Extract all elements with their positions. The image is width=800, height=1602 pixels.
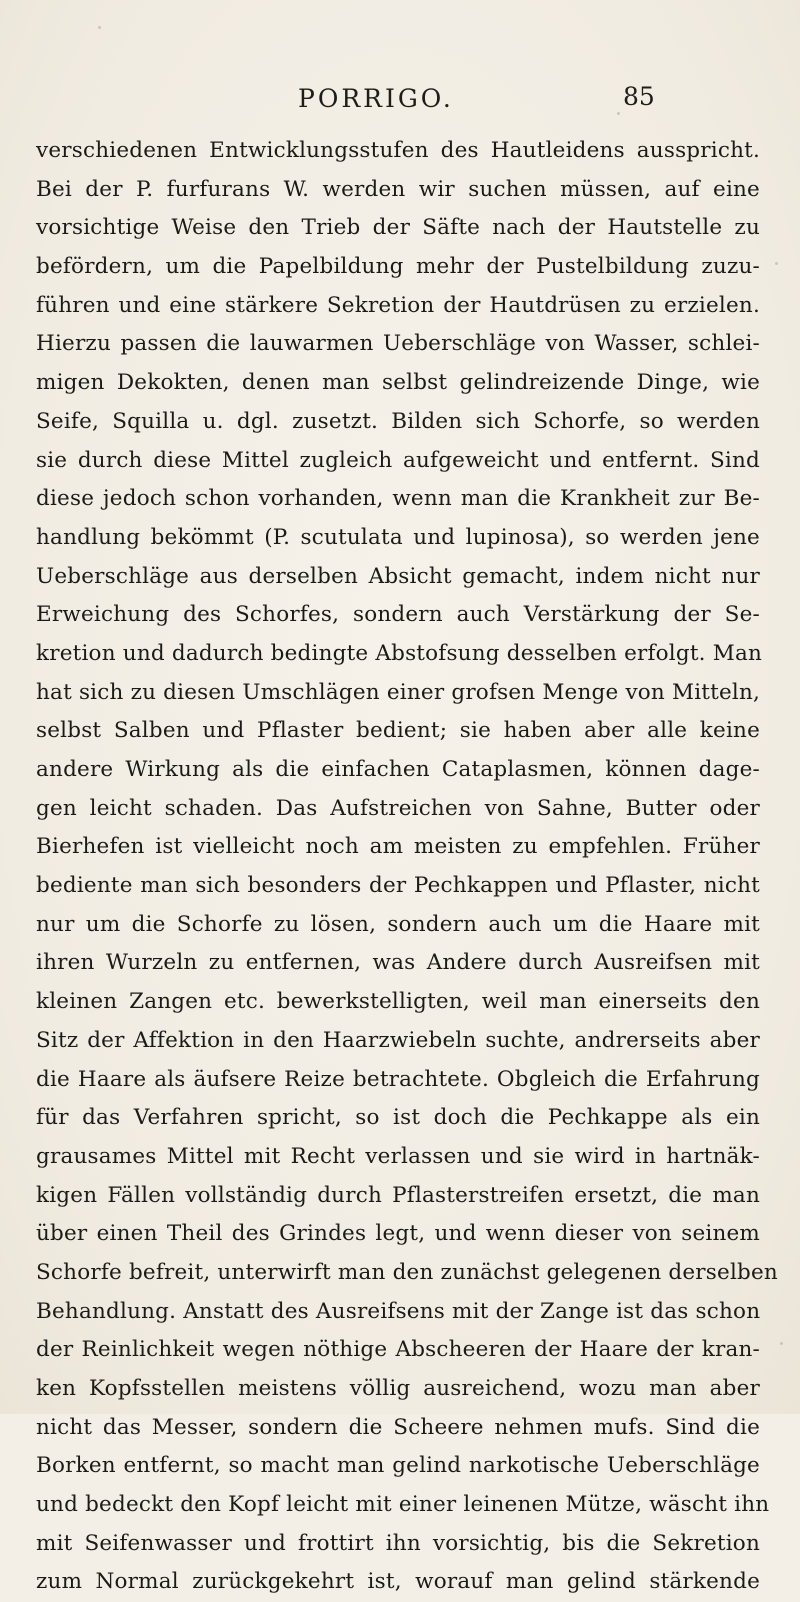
text-line: grausames Mittel mit Recht verlassen und sie wird in hartnäk- — [36, 1143, 760, 1169]
text-line: Ueberschläge aus derselben Absicht gemacht, indem nicht nur — [36, 563, 760, 589]
text-line: selbst Salben und Pflaster bedient; sie haben aber alle keine — [36, 718, 760, 744]
text-line: diese jedoch schon vorhanden, wenn man die Krankheit zur Be- — [36, 486, 760, 512]
text-line: zum Normal zurückgekehrt ist, worauf man gelind stärkende — [36, 1569, 760, 1595]
text-line: andere Wirkung als die einfachen Cataplasmen, können dage- — [36, 757, 760, 782]
text-line: ihren Wurzeln zu entfernen, was Andere durch Ausreifsen mit — [36, 950, 760, 976]
text-line: Hierzu passen die lauwarmen Ueberschläge von Wasser, schlei- — [36, 331, 760, 357]
text-line: Sitz der Affektion in den Haarzwiebeln suchte, andrerseits aber — [36, 1027, 760, 1053]
paper-speck — [780, 1342, 783, 1345]
running-head-title: PORRIGO. — [298, 84, 454, 113]
text-line: nur um die Schorfe zu lösen, sondern auch um die Haare mit — [36, 911, 760, 937]
text-line: über einen Theil des Grindes legt, und wenn dieser von seinem — [36, 1221, 760, 1247]
text-line: die Haare als äufsere Reize betrachtete. Obgleich die Erfahrung — [36, 1066, 760, 1092]
page-number: 85 — [623, 82, 655, 111]
text-line: der Reinlichkeit wegen nöthige Abscheeren der Haare der kran- — [36, 1337, 760, 1363]
text-line: Borken entfernt, so macht man gelind narkotische Ueberschläge — [36, 1453, 760, 1479]
text-line: gen leicht schaden. Das Aufstreichen von Sahne, Butter oder — [36, 795, 760, 821]
paper-speck — [98, 26, 101, 29]
paper-speck — [775, 262, 778, 265]
text-line: migen Dekokten, denen man selbst gelindreizende Dinge, wie — [36, 370, 760, 396]
text-line: verschiedenen Entwicklungsstufen des Hautleidens ausspricht. — [36, 138, 760, 163]
paper-speck — [617, 112, 620, 115]
text-line: kleinen Zangen etc. bewerkstelligten, weil man einerseits den — [36, 989, 760, 1015]
body-text — [36, 132, 778, 1602]
text-line: kretion und dadurch bedingte Abstofsung desselben erfolgt. Man — [36, 640, 763, 666]
text-line: hat sich zu diesen Umschlägen einer grofsen Menge von Mitteln, — [36, 679, 761, 705]
text-line: befördern, um die Papelbildung mehr der Pustelbildung zuzu- — [36, 254, 760, 280]
text-line: nicht das Messer, sondern die Scheere nehmen mufs. Sind die — [36, 1414, 760, 1440]
text-line: führen und eine stärkere Sekretion der Hautdrüsen zu erzielen. — [36, 292, 760, 318]
text-line: mit Seifenwasser und frottirt ihn vorsichtig, bis die Sekretion — [36, 1530, 760, 1556]
text-line: ken Kopfsstellen meistens völlig ausreichend, wozu man aber — [36, 1376, 760, 1401]
running-head — [0, 84, 800, 124]
text-line: handlung bekömmt (P. scutulata und lupinosa), so werden jene — [36, 524, 760, 550]
text-line: Erweichung des Schorfes, sondern auch Verstärkung der Se- — [36, 602, 760, 628]
text-line: kigen Fällen vollständig durch Pflasterstreifen ersetzt, die man — [36, 1182, 760, 1208]
text-line: und bedeckt den Kopf leicht mit einer leinenen Mütze, wäscht ihn — [36, 1492, 770, 1518]
text-line: Bei der P. furfurans W. werden wir suchen müssen, auf eine — [36, 176, 760, 202]
text-line: Bierhefen ist vielleicht noch am meisten zu empfehlen. Früher — [36, 834, 760, 860]
text-line: Seife, Squilla u. dgl. zusetzt. Bilden sich Schorfe, so werden — [36, 408, 760, 434]
text-line: sie durch diese Mittel zugleich aufgeweicht und entfernt. Sind — [36, 447, 760, 473]
text-line: Schorfe befreit, unterwirft man den zunächst gelegenen derselben — [36, 1259, 778, 1285]
text-line: bediente man sich besonders der Pechkappen und Pflaster, nicht — [36, 873, 760, 899]
text-line: für das Verfahren spricht, so ist doch die Pechkappe als ein — [36, 1105, 760, 1131]
text-line: vorsichtige Weise den Trieb der Säfte nach der Hautstelle zu — [36, 215, 760, 241]
text-line: Behandlung. Anstatt des Ausreifsens mit der Zange ist das schon — [36, 1298, 761, 1324]
